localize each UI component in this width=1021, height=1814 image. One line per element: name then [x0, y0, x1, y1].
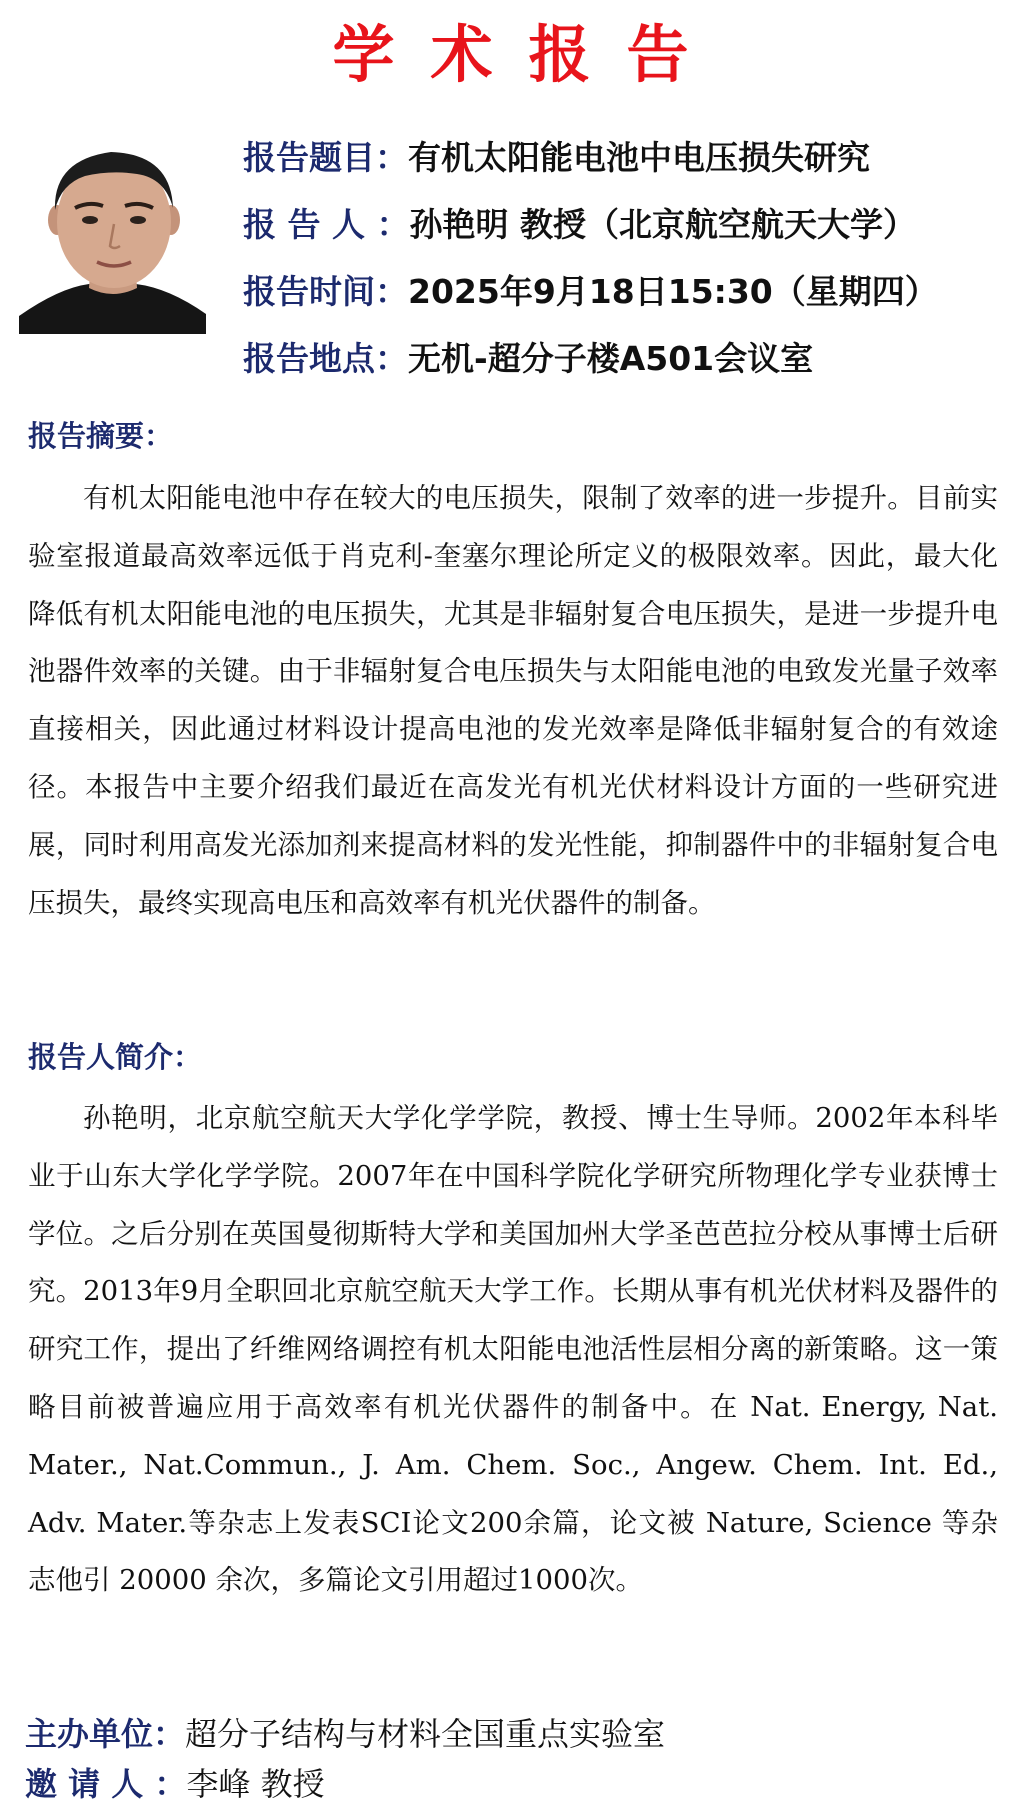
speaker-photo — [19, 138, 206, 334]
inviter-label: 邀 请 人 ： — [25, 1765, 187, 1803]
info-place — [243, 329, 1013, 396]
bio-text: 孙艳明，北京航空航天大学化学学院，教授、博士生导师。2002年本科毕业于山东大学化学学院。2007年在中国科学院化学研究所物理化学专业获博士学位。之后分别在英国曼彻斯特大学和美国加州大学圣芭芭拉分校从事博士后研究。2013年9月全职回北京航空航天大学工作。长期从事有机光伏材料及器件的研究工作，提出了纤维网络调控有机太阳能电池活性层相分离的新策略。这一策略目前被普遍应用于高效率有机光伏器件的制备中。在 Nat. Energy, Nat. Mater., Nat.Commun., J. Am. Chem. Soc., Angew. Chem. Int. Ed., Adv. Mater.等杂志上发表SCI论文200余篇，论文被 Nature, Science 等杂志他引 20000 余次，多篇论文引用超过1000次。 — [28, 1102, 998, 1597]
place-label: 报告地点： — [243, 339, 408, 378]
speaker-value: 孙艳明 教授（北京航空航天大学） — [409, 205, 916, 244]
time-value: 2025年9月18日15:30（星期四） — [408, 272, 938, 311]
place-value: 无机-超分子楼A501会议室 — [408, 339, 814, 378]
host-label: 主办单位： — [25, 1715, 186, 1753]
info-time — [243, 262, 1013, 329]
report-info — [243, 128, 1013, 396]
page-title: 学术报告 — [332, 18, 725, 91]
topic-value: 有机太阳能电池中电压损失研究 — [408, 138, 870, 177]
time-label: 报告时间： — [243, 272, 408, 311]
inviter-value: 李峰 教授 — [186, 1765, 325, 1803]
topic-label: 报告题目： — [243, 138, 408, 177]
abstract-heading: 报告摘要： — [28, 419, 174, 453]
footer-inviter — [25, 1762, 325, 1806]
abstract-text: 有机太阳能电池中存在较大的电压损失，限制了效率的进一步提升。目前实验室报道最高效率远低于肖克利-奎塞尔理论所定义的极限效率。因此，最大化降低有机太阳能电池的电压损失，尤其是非辐射复合电压损失，是进一步提升电池器件效率的关键。由于非辐射复合电压损失与太阳能电池的电致发光量子效率直接相关，因此通过材料设计提高电池的发光效率是降低非辐射复合的有效途径。本报告中主要介绍我们最近在高发光有机光伏材料设计方面的一些研究进展，同时利用高发光添加剂来提高材料的发光性能，抑制器件中的非辐射复合电压损失，最终实现高电压和高效率有机光伏器件的制备。 — [28, 482, 998, 919]
info-topic — [243, 128, 1013, 195]
bio-heading: 报告人简介： — [28, 1040, 203, 1074]
footer-host — [25, 1712, 665, 1756]
host-value: 超分子结构与材料全国重点实验室 — [185, 1715, 666, 1753]
speaker-label: 报 告 人 ： — [243, 205, 410, 244]
info-speaker — [243, 195, 1013, 262]
